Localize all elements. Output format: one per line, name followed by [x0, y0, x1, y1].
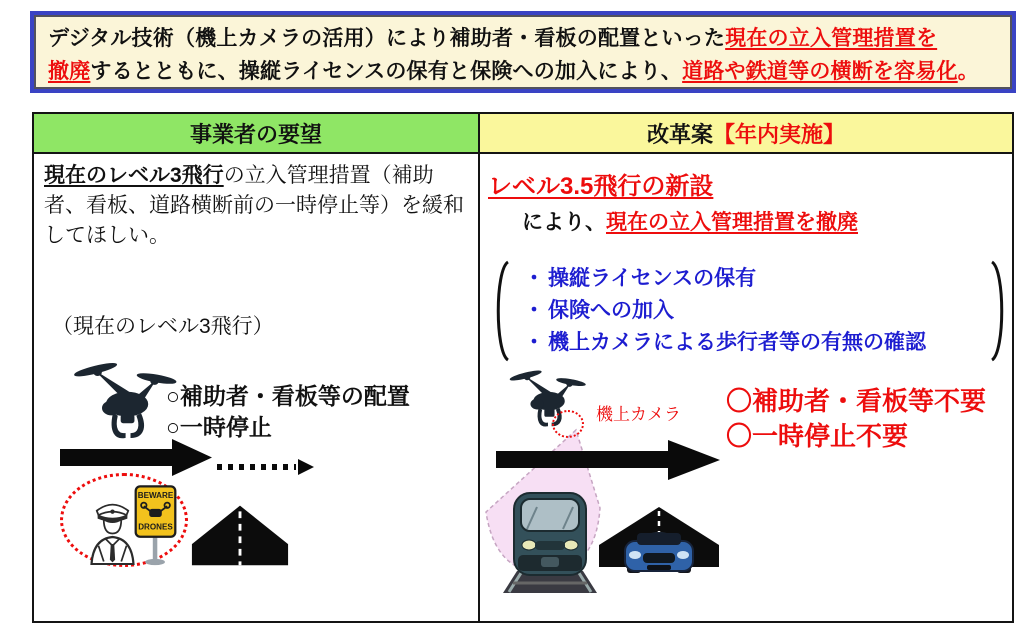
summary-line2-period: 。 [957, 60, 979, 83]
header-reform-plan [480, 114, 1012, 154]
measure-item: ○一時停止 [166, 414, 272, 440]
current-measures-list [166, 381, 410, 443]
comparison-table [32, 112, 1014, 623]
flight-path-arrow [54, 436, 334, 482]
flight-path-arrow [492, 440, 724, 480]
road-icon [597, 499, 721, 591]
level35-title: レベル3.5飛行の新設 [488, 173, 714, 200]
request-rest-text: の立入管理措置（補助者、看板、道路横断前の一時停止等）を緩和してほしい。 [44, 164, 464, 247]
conditions-list [510, 260, 990, 362]
summary-line2-red-end: 道路や鉄道等の横断を容易化 [682, 60, 958, 83]
sign-text-drones: DRONES [138, 522, 173, 532]
result-item: 〇一時停止不要 [726, 421, 909, 451]
bullet-icon: ・ [523, 299, 545, 322]
subtitle-black: により、 [522, 211, 606, 234]
bullet-icon: ・ [523, 331, 545, 354]
right-bracket [990, 260, 1008, 362]
summary-banner [30, 11, 1016, 93]
summary-line-2 [48, 55, 998, 88]
request-paragraph [34, 154, 478, 251]
condition-text: 操縦ライセンスの保有 [548, 267, 757, 290]
bullet-icon: ・ [523, 267, 545, 290]
condition-item [520, 263, 986, 295]
header-reform-label: 改革案 [646, 121, 713, 147]
left-bracket [492, 260, 510, 362]
sign-text-beware: BEWARE [137, 491, 174, 501]
current-level3-caption: （現在のレベル3飛行） [52, 315, 274, 338]
header-reform-timing: 【年内実施】 [713, 121, 846, 147]
onboard-camera-label: 機上カメラ [596, 405, 681, 424]
condition-text: 保険への加入 [548, 299, 674, 322]
measure-item: ○補助者・看板等の配置 [166, 383, 410, 409]
beware-drones-sign [133, 483, 178, 569]
road-icon [190, 503, 290, 566]
condition-item [520, 327, 986, 359]
summary-line-1 [48, 22, 998, 55]
header-operator-request: 事業者の要望 [34, 114, 480, 154]
reform-plan-cell [480, 154, 1012, 621]
police-officer-icon [85, 495, 140, 565]
results-list [726, 384, 986, 454]
request-bold-text: 現在のレベル3飛行 [44, 164, 224, 187]
summary-line1-red: 現在の立入管理措置を [725, 27, 938, 50]
summary-text [34, 15, 1012, 89]
summary-line2-red-start: 撤廃 [48, 60, 91, 83]
condition-text: 機上カメラによる歩行者等の有無の確認 [548, 331, 926, 354]
conditions-group [492, 260, 1008, 362]
level35-subtitle [522, 206, 858, 236]
operator-request-cell [34, 154, 480, 621]
onboard-camera-highlight [552, 410, 584, 438]
summary-line2-black: するとともに、操縦ライセンスの保有と保険への加入により、 [90, 60, 683, 83]
summary-line1-black: デジタル技術（機上カメラの活用）により補助者・看板の配置といった [48, 27, 726, 50]
condition-item [520, 295, 986, 327]
drone-icon [502, 366, 602, 442]
result-item: 〇補助者・看板等不要 [726, 386, 987, 416]
subtitle-red: 現在の立入管理措置を撤廃 [606, 211, 858, 234]
train-icon [497, 487, 603, 593]
